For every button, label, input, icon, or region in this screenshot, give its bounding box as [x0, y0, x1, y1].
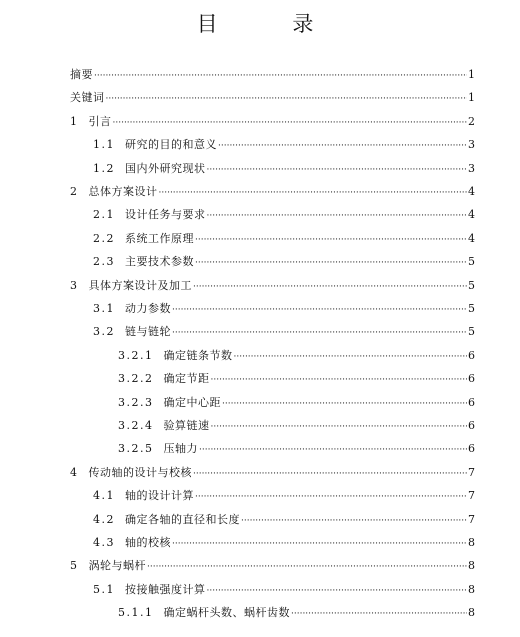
toc-entry-label: 链与链轮 — [125, 325, 171, 339]
toc-entry[interactable] — [70, 465, 475, 482]
toc-entry[interactable] — [93, 582, 475, 599]
toc-entry[interactable] — [70, 114, 475, 131]
toc-entry-page-number: 1 — [468, 91, 475, 105]
toc-entry-label: 涡轮与蜗杆 — [88, 559, 146, 573]
toc-entry-label: 轴的校核 — [125, 536, 171, 549]
dot-leader — [218, 138, 467, 154]
toc-entry-page-number: 6 — [468, 372, 475, 386]
toc-entry-number: 3.2.2 — [118, 372, 154, 386]
toc-entry[interactable] — [118, 371, 475, 388]
toc-entry-page-number: 7 — [468, 512, 475, 526]
toc-row — [0, 137, 520, 153]
toc-entry[interactable] — [118, 441, 475, 458]
toc-entry-label: 引言 — [88, 114, 112, 128]
toc-row — [0, 301, 520, 317]
dot-leader — [199, 442, 467, 458]
toc-entry-page-number: 3 — [468, 161, 475, 175]
toc-title: 目 录 — [196, 12, 348, 36]
toc-entry-number: 2.2 — [93, 231, 115, 245]
dot-leader — [172, 325, 467, 341]
toc-entry-number: 1 — [70, 114, 79, 128]
toc-entry-label: 研究的目的和意义 — [125, 138, 217, 152]
toc-entry-page-number: 5 — [468, 325, 475, 339]
toc-entry[interactable] — [93, 161, 475, 178]
toc-entry-number: 3 — [70, 278, 79, 292]
toc-entry-number: 5 — [70, 559, 79, 573]
dot-leader — [172, 302, 467, 318]
toc-entry-page-number: 7 — [468, 489, 475, 503]
toc-entry-number: 1.1 — [93, 138, 115, 152]
toc-entry-number: 4.3 — [93, 536, 115, 549]
toc-entry-page-number: 7 — [468, 465, 475, 479]
dot-leader — [159, 185, 468, 201]
toc-entry-label: 按接触强度计算 — [125, 582, 206, 596]
toc-row — [0, 512, 520, 528]
toc-entry[interactable] — [93, 488, 475, 505]
toc-entry[interactable] — [118, 605, 475, 622]
dot-leader — [291, 606, 467, 622]
toc-row — [0, 605, 520, 621]
toc-entry-number: 1.2 — [93, 161, 115, 175]
toc-entry[interactable] — [93, 324, 475, 341]
toc-entry-page-number: 8 — [468, 606, 475, 620]
toc-row — [0, 114, 520, 130]
toc-entry-label: 确定链条节数 — [163, 348, 233, 362]
toc-entry[interactable] — [70, 67, 475, 84]
toc-entry-label: 传动轴的设计与校核 — [88, 465, 192, 479]
toc-entry[interactable] — [93, 231, 475, 248]
dot-leader — [113, 115, 468, 131]
toc-entry-page-number: 8 — [468, 559, 475, 573]
toc-entry[interactable] — [70, 90, 475, 107]
toc-entry-number: 3.1 — [93, 302, 115, 315]
dot-leader — [147, 559, 467, 575]
toc-entry-number: 2.3 — [93, 255, 115, 269]
dot-leader — [193, 466, 467, 482]
toc-entry-label: 具体方案设计及加工 — [88, 278, 192, 292]
toc-row — [0, 67, 520, 83]
toc-row — [0, 441, 520, 457]
dot-leader — [172, 536, 467, 552]
toc-entry-label: 确定中心距 — [163, 395, 221, 409]
toc-entry-label: 总体方案设计 — [88, 185, 158, 198]
dot-leader — [207, 583, 468, 599]
toc-entry[interactable] — [93, 137, 475, 154]
toc-entry-page-number: 2 — [468, 114, 475, 128]
toc-entry-label: 压轴力 — [163, 442, 198, 456]
toc-entry-label: 摘要 — [70, 68, 93, 81]
dot-leader — [106, 91, 468, 107]
toc-row — [0, 184, 520, 200]
toc-row — [0, 231, 520, 247]
toc-entry-page-number: 6 — [468, 395, 475, 409]
toc-entry[interactable] — [93, 535, 475, 552]
toc-entry-label: 主要技术参数 — [125, 255, 194, 269]
dot-leader — [195, 232, 467, 248]
toc-entry-page-number: 6 — [468, 442, 475, 456]
toc-row — [0, 465, 520, 481]
dot-leader — [234, 349, 468, 365]
dot-leader — [211, 419, 468, 435]
toc-entry-page-number: 4 — [468, 185, 475, 198]
dot-leader — [211, 372, 468, 388]
dot-leader — [94, 68, 467, 84]
toc-entry[interactable] — [93, 207, 475, 224]
toc-row — [0, 488, 520, 504]
toc-row — [0, 348, 520, 364]
toc-row — [0, 535, 520, 551]
toc-entry-label: 设计任务与要求 — [125, 208, 206, 222]
toc-entry-number: 4 — [70, 465, 79, 479]
dot-leader — [222, 396, 467, 412]
toc-entry-number: 3.2.3 — [118, 395, 154, 409]
toc-entry-label: 确定蜗杆头数、蜗杆齿数 — [163, 606, 290, 620]
toc-entry-page-number: 6 — [468, 348, 475, 362]
toc-entry[interactable] — [118, 418, 475, 435]
toc-entry-label: 确定节距 — [163, 372, 210, 386]
toc-entry-label: 动力参数 — [125, 302, 171, 315]
toc-row — [0, 161, 520, 177]
toc-entry[interactable] — [70, 184, 475, 201]
toc-entry-page-number: 4 — [468, 208, 475, 222]
toc-entry-page-number: 5 — [468, 255, 475, 269]
toc-entry-number: 3.2.5 — [118, 442, 154, 456]
toc-entry-page-number: 3 — [468, 138, 475, 152]
toc-entry-number: 3.2.4 — [118, 419, 154, 432]
toc-row — [0, 324, 520, 340]
toc-row — [0, 90, 520, 106]
toc-row — [0, 207, 520, 223]
toc-row — [0, 254, 520, 270]
dot-leader — [195, 489, 467, 505]
toc-entry-number: 2 — [70, 185, 79, 198]
toc-entry-number: 5.1.1 — [118, 606, 154, 620]
toc-entry[interactable] — [118, 348, 475, 365]
toc-entry[interactable] — [93, 254, 475, 271]
toc-entry-number: 2.1 — [93, 208, 115, 222]
toc-entry[interactable] — [70, 278, 475, 295]
toc-row — [0, 418, 520, 434]
dot-leader — [207, 162, 468, 178]
toc-entry-page-number: 5 — [468, 278, 475, 292]
toc-entry-page-number: 6 — [468, 419, 475, 432]
toc-entry-page-number: 8 — [468, 536, 475, 549]
toc-entry-page-number: 8 — [468, 582, 475, 596]
toc-row — [0, 371, 520, 387]
toc-entry-number: 3.2 — [93, 325, 115, 339]
toc-entry-label: 确定各轴的直径和长度 — [125, 512, 240, 526]
toc-entry-number: 4.2 — [93, 512, 115, 526]
toc-row — [0, 395, 520, 411]
toc-entry[interactable] — [70, 558, 475, 575]
toc-row — [0, 582, 520, 598]
dot-leader — [207, 208, 468, 224]
toc-entry-number: 5.1 — [93, 582, 115, 596]
toc-entry-page-number: 1 — [468, 68, 475, 81]
toc-entry-label: 关键词 — [70, 91, 105, 105]
toc-entry-label: 系统工作原理 — [125, 231, 194, 245]
toc-entry-page-number: 5 — [468, 302, 475, 315]
toc-row — [0, 278, 520, 294]
toc-entry-number: 4.1 — [93, 489, 115, 503]
toc-entry-number: 3.2.1 — [118, 348, 154, 362]
dot-leader — [193, 279, 467, 295]
dot-leader — [241, 513, 467, 529]
toc-entry[interactable] — [93, 512, 475, 529]
toc-entry-label: 验算链速 — [163, 419, 210, 432]
toc-entry-page-number: 4 — [468, 231, 475, 245]
toc-entry-label: 国内外研究现状 — [125, 161, 206, 175]
toc-row — [0, 558, 520, 574]
toc-entry[interactable] — [118, 395, 475, 412]
dot-leader — [195, 255, 467, 271]
toc-entry-label: 轴的设计计算 — [125, 489, 194, 503]
toc-entry[interactable] — [93, 301, 475, 318]
